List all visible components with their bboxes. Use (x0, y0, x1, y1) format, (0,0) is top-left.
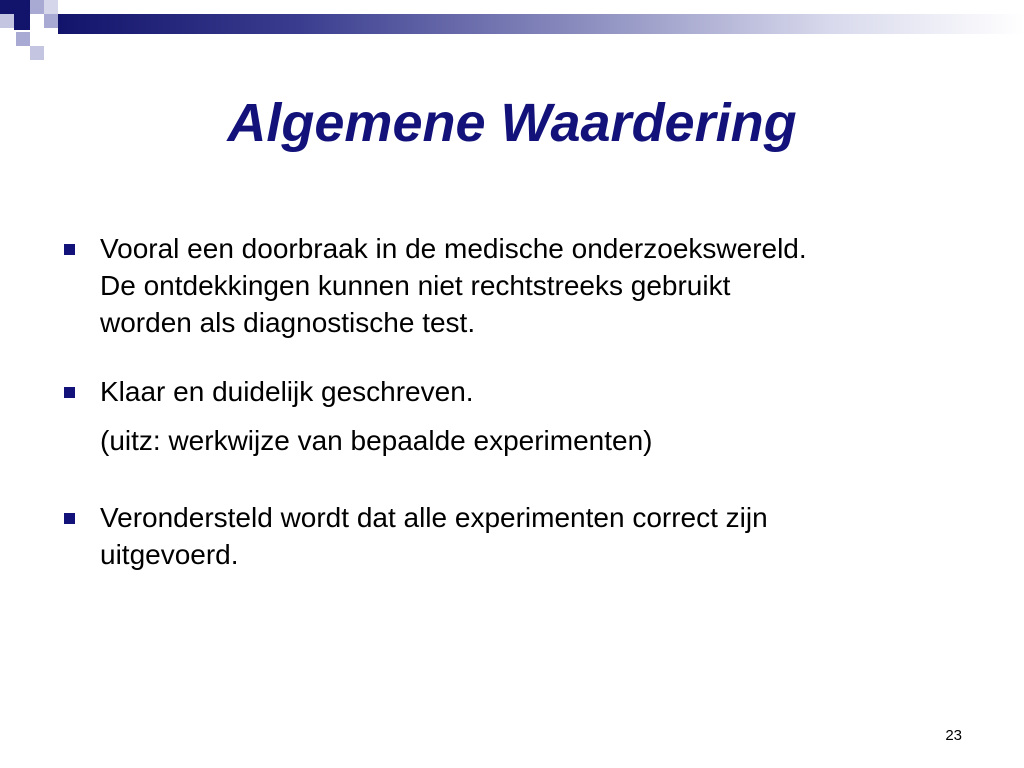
header-square-light-4 (44, 14, 58, 28)
bullet-text-line: uitgevoerd. (100, 539, 239, 570)
bullet-text-line: Vooral een doorbraak in de medische onderzoekswereld. (100, 233, 807, 264)
bullet-text-line: De ontdekkingen kunnen niet rechtstreeks gebruikt (100, 270, 731, 301)
bullet-item (60, 230, 980, 341)
header-square-dark-1 (0, 0, 30, 14)
bullet-square-icon (64, 244, 75, 255)
header-square-light-1 (30, 0, 44, 14)
bullet-text-line: Verondersteld wordt dat alle experimenten correct zijn (100, 502, 768, 533)
bullet-item (60, 499, 980, 573)
bullet-text-line: Klaar en duidelijk geschreven. (100, 376, 474, 407)
header-square-light-5 (16, 32, 30, 46)
bullet-sub-text: (uitz: werkwijze van bepaalde experimenten) (100, 425, 653, 456)
bullet-square-icon (64, 513, 75, 524)
bullet-item (60, 373, 980, 459)
bullet-square-icon (64, 387, 75, 398)
header-square-dark-2 (14, 14, 30, 30)
slide-title: Algemene Waardering (227, 93, 797, 153)
bullet-text-line: worden als diagnostische test. (100, 307, 476, 338)
bullet-list (60, 230, 980, 573)
header-gradient-bar (58, 14, 1024, 34)
header-square-light-3 (0, 14, 14, 28)
header-square-light-6 (30, 46, 44, 60)
header-square-light-2 (44, 0, 58, 14)
page-number: 23 (945, 727, 962, 744)
